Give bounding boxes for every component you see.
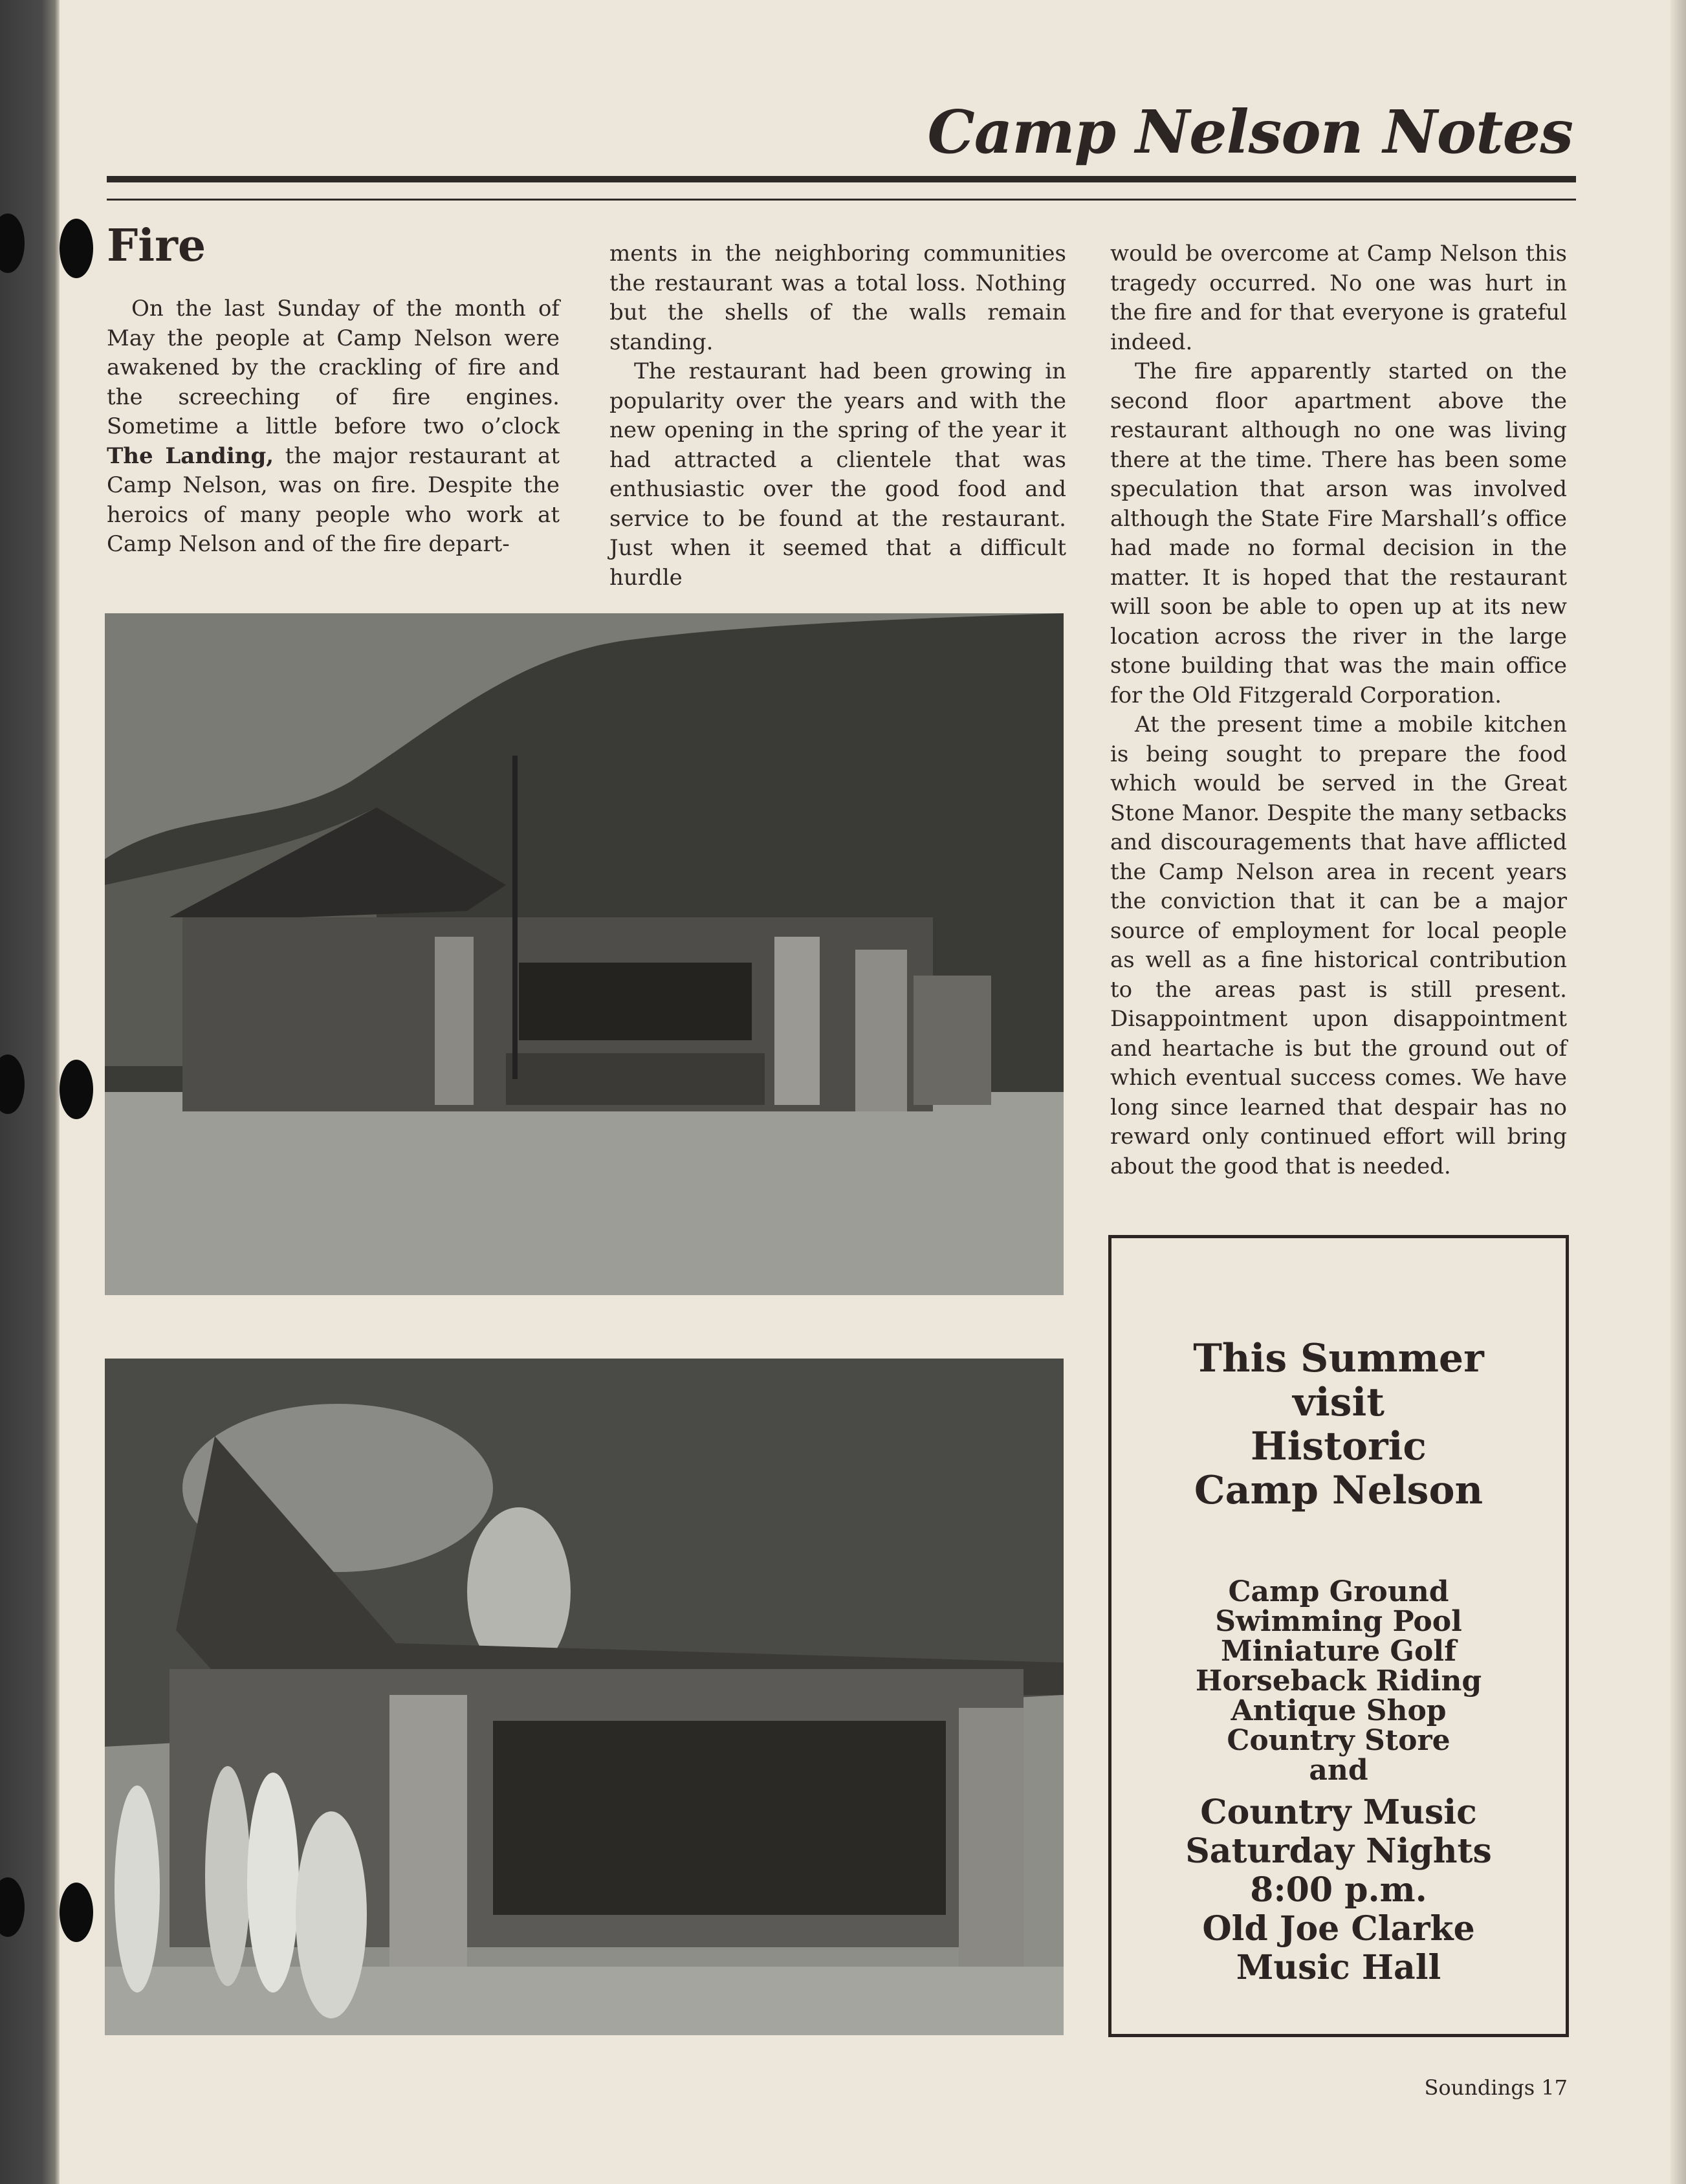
paragraph: ments in the neighboring communities the restaurant was a total loss. Nothing but the shells of the walls remain standing. [609,241,1066,355]
ad-attraction: Antique Shop [1231,1694,1447,1727]
article-column-left [107,294,560,560]
article-column-right [1110,239,1567,1181]
advertisement-box [1108,1235,1569,2037]
ad-music-line: Music Hall [1236,1948,1441,1987]
photo-restaurant-on-fire [105,1359,1064,2035]
ad-headline-line: Historic [1251,1424,1427,1469]
page-title: Camp Nelson Notes [927,97,1573,167]
ad-attraction: Horseback Riding [1195,1665,1482,1698]
ad-headline-line: visit [1293,1380,1385,1425]
photo-burned-restaurant [105,613,1064,1295]
paragraph: The restaurant had been growing in popularity over the years and with the new opening in the spring of the year it had attracted a clientele that was enthusiastic over the good food and service to be found at the restaurant. Just when it seemed that a difficult hurdle [609,358,1066,591]
ad-music-line: Country Music [1200,1793,1477,1832]
ad-attraction: Country Store [1227,1724,1451,1757]
paragraph-text: the major restaurant at Camp Nelson, was on fire. Despite the heroics of many people who work at Camp Nelson and of the fire depart- [107,442,560,557]
ad-attraction: Camp Ground [1228,1575,1449,1608]
paragraph: The fire apparently started on the second floor apartment above the restaurant although no one was living there at the time. There has been some speculation that arson was involved although the State Fire Marshall’s office had made no formal decision in the matter. It is hoped that the restaurant will soon be able to open up at its new location across the river in the large stone building that was the main office for the Old Fitzgerald Corporation. [1110,358,1567,708]
binder-hole [60,1883,93,1942]
binder-hole [60,1060,93,1119]
ad-music-info [1111,1793,1566,1987]
binder-hole [60,219,93,278]
header-rule-thin [107,199,1576,201]
ad-headline [1111,1337,1566,1512]
ad-attraction: Miniature Golf [1220,1635,1456,1668]
restaurant-name: The Landing, [107,442,274,469]
ad-music-line: Saturday Nights [1185,1831,1492,1871]
paragraph [107,294,560,560]
paragraph: At the present time a mobile kitchen is being sought to prepare the food which would be served in the Great Stone Manor. Despite the many setbacks and discouragements that have afflicted the Camp Nelson area in recent years the conviction that it can be a major source of employment for local people as well as a fine historical contribution to the areas past is still present. Disappointment upon disappointment and heartache is but the ground out of which eventual success comes. We have long since learned that despair has no reward only continued effort will bring about the good that is needed. [1110,712,1567,1179]
ad-music-line: Old Joe Clarke [1202,1909,1475,1949]
page-footer: Soundings 17 [1424,2075,1568,2100]
page-edge [1670,0,1686,2184]
paragraph-text: On the last Sunday of the month of May the people at Camp Nelson were awakened by the crackling of fire and the screeching of fire engines. Sometime a little before two o’clock [107,296,560,439]
ad-attractions-list [1111,1577,1566,1785]
ad-headline-line: This Summer [1193,1336,1484,1381]
header-rule-thick [107,176,1576,182]
ad-headline-line: Camp Nelson [1194,1468,1483,1513]
ad-music-line: 8:00 p.m. [1250,1870,1427,1910]
paragraph: would be overcome at Camp Nelson this tragedy occurred. No one was hurt in the fire and for that everyone is grateful indeed. [1110,241,1567,355]
ad-attraction: and [1309,1754,1368,1787]
article-heading: Fire [107,220,206,272]
article-column-middle [609,239,1066,593]
ad-attraction: Swimming Pool [1215,1605,1462,1638]
